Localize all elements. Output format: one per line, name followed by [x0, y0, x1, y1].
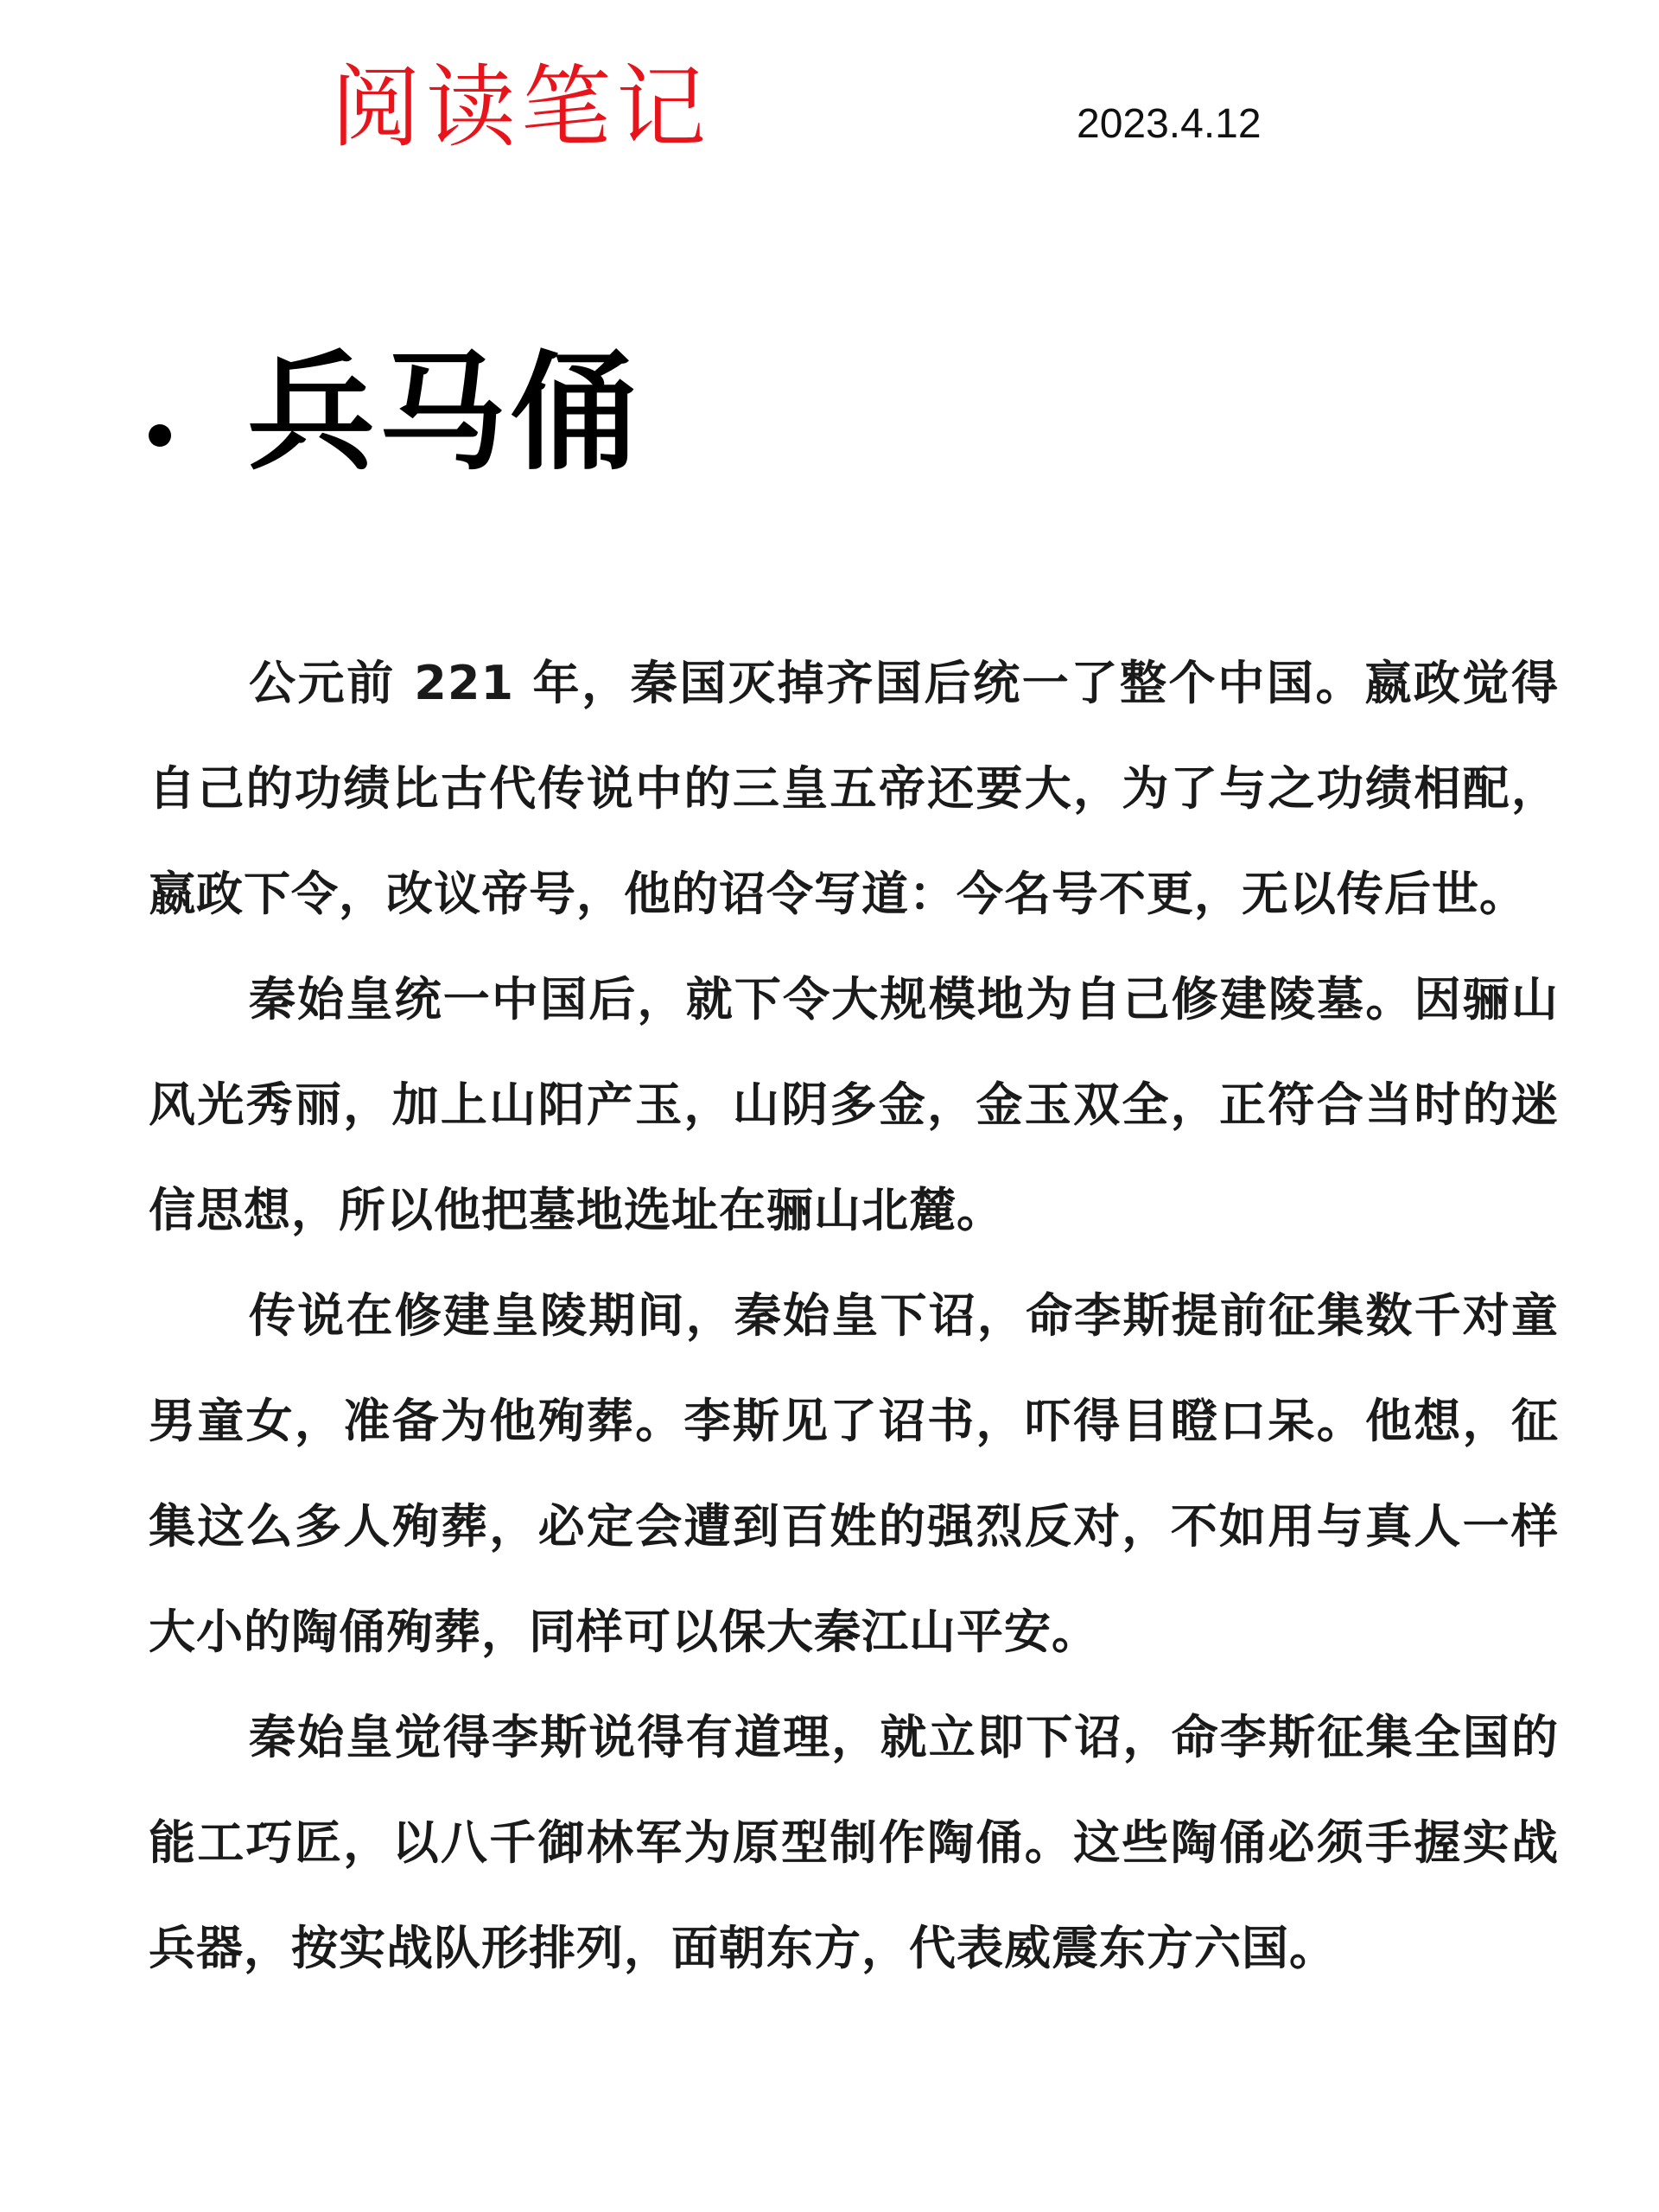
bullet-dot-icon	[149, 424, 171, 447]
note-header	[0, 0, 1659, 173]
paragraph-1: 公元前 221 年，秦国灭掉齐国后统一了整个中国。嬴政觉得自己的功绩比古代传说中的三皇五帝还要大，为了与之功绩相配，嬴政下令，改议帝号，他的诏令写道：今名号不更，无以传后世。	[149, 656, 1559, 921]
note-body	[149, 631, 1559, 2001]
paragraph-2: 秦始皇统一中国后，就下令大规模地为自己修建陵墓。因骊山风光秀丽，加上山阳产玉，山阴多金，金玉双全，正符合当时的迷信思想，所以他把墓地选址在骊山北麓。	[149, 972, 1559, 1237]
paragraph-3: 传说在修建皇陵期间，秦始皇下诏，命李斯提前征集数千对童男童女，准备为他殉葬。李斯见了诏书，吓得目瞪口呆。他想，征集这么多人殉葬，必定会遭到百姓的强烈反对，不如用与真人一样大小的陶俑殉葬，同样可以保大秦江山平安。	[149, 1288, 1559, 1659]
section-title: 兵马俑	[247, 339, 641, 487]
section-heading	[149, 335, 641, 491]
note-date: 2023.4.12	[1077, 101, 1262, 147]
notes-title: 阅读笔记	[331, 54, 712, 160]
paragraph-4: 秦始皇觉得李斯说得有道理，就立即下诏，命李斯征集全国的能工巧匠，以八千御林军为原型制作陶俑。这些陶俑必须手握实战兵器，按实战队形排列，面朝东方，代表威震东方六国。	[149, 1710, 1559, 1975]
